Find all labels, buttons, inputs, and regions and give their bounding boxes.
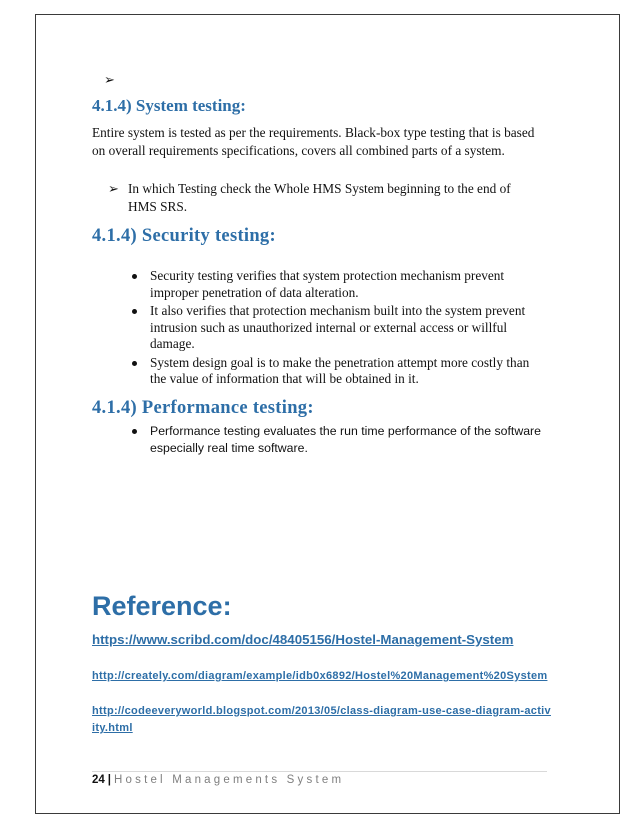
list-item: It also verifies that protection mechanism built into the system prevent intrusion such as unauthorized internal or external access or willful damage. [130, 303, 545, 353]
footer-separator: | [107, 774, 112, 786]
reference-link-codeeveryworld[interactable]: http://codeeveryworld.blogspot.com/2013/05/class-diagram-use-case-diagram-activity.html [92, 705, 551, 734]
list-item: Performance testing evaluates the run time performance of the software especially real time software. [130, 423, 545, 457]
reference-link-creately[interactable]: http://creately.com/diagram/example/idb0x6892/Hostel%20Management%20System [92, 670, 548, 682]
reference-link-scribd[interactable]: https://www.scribd.com/doc/48405156/Hostel-Management-System [92, 632, 514, 647]
performance-testing-list [130, 423, 545, 459]
system-testing-arrow-item [108, 180, 538, 216]
reference-title: Reference: [92, 591, 232, 621]
list-item: Security testing verifies that system protection mechanism prevent improper penetration of data alteration. [130, 268, 545, 301]
system-testing-heading: 4.1.4) System testing: [92, 96, 246, 115]
arrow-bullet-icon: ➢ [108, 181, 119, 196]
page-number: 24 [92, 774, 105, 786]
footer-doc-title: Hostel Managements System [114, 774, 345, 786]
performance-testing-heading: 4.1.4) Performance testing: [92, 398, 314, 418]
security-testing-heading: 4.1.4) Security testing: [92, 226, 276, 246]
arrow-bullet-icon: ➢ [104, 72, 115, 87]
footer-divider [92, 771, 547, 772]
list-item: System design goal is to make the penetration attempt more costly than the value of information that will be obtained in it. [130, 355, 545, 388]
system-testing-paragraph: Entire system is tested as per the requirements. Black-box type testing that is based on overall requirements specifications, covers all combined parts of a system. [92, 125, 535, 158]
page-footer [92, 774, 344, 786]
arrow-item-text: In which Testing check the Whole HMS System beginning to the end of HMS SRS. [128, 181, 511, 214]
security-testing-list [130, 268, 545, 390]
